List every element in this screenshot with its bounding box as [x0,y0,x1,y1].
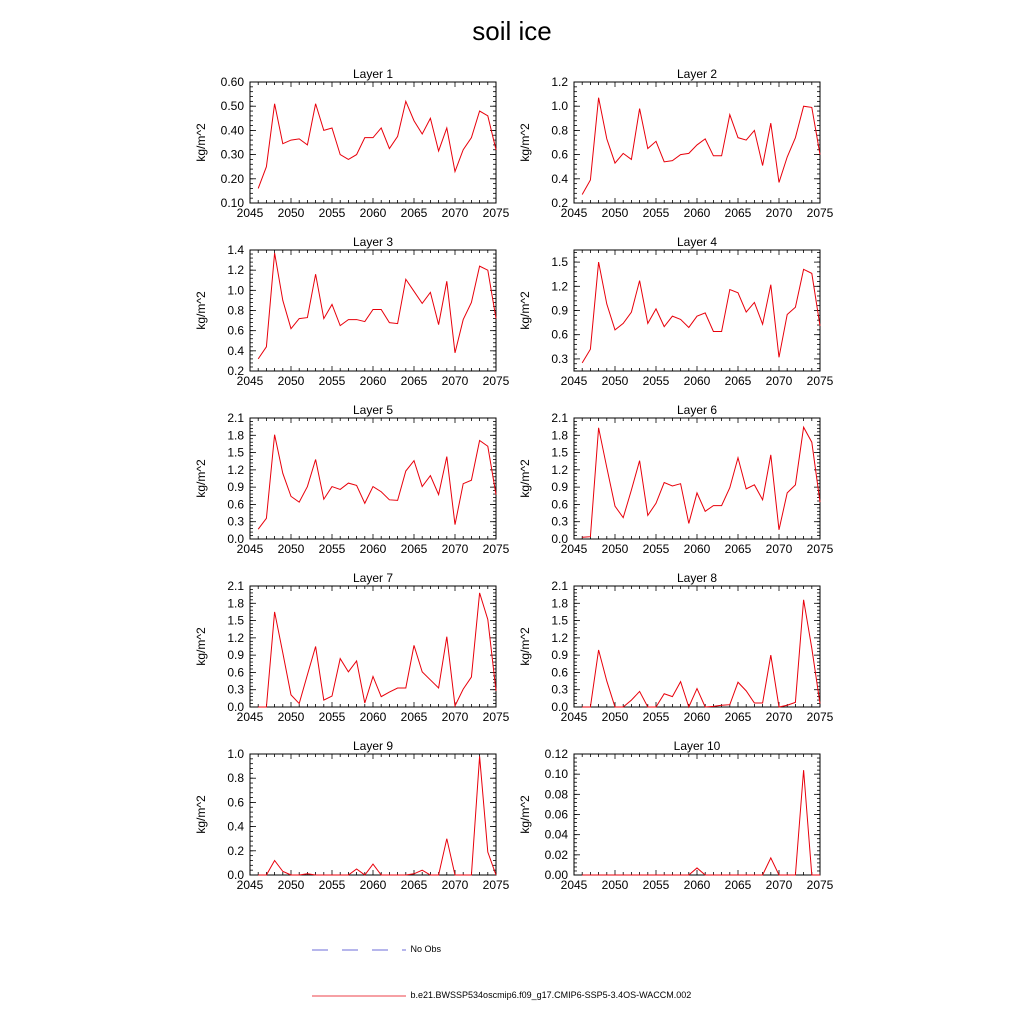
x-tick-label: 2070 [441,374,469,388]
x-tick-label: 2055 [318,374,346,388]
chart-panel-5 [194,403,510,556]
x-tick-label: 2060 [359,542,387,556]
chart-panel-2 [518,67,834,220]
y-tick-label: 0.2 [227,364,244,378]
y-tick-label: 0.2 [551,196,568,210]
chart-panel-8 [518,571,834,724]
y-axis-label: kg/m^2 [194,291,208,330]
y-axis-label: kg/m^2 [518,291,532,330]
panel-title: Layer 6 [676,403,718,417]
y-tick-label: 0.10 [544,767,568,782]
x-tick-label: 2050 [277,542,305,556]
x-tick-label: 2065 [724,542,752,556]
series-line [258,435,496,529]
y-tick-label: 0.0 [551,532,568,546]
series-line [258,101,496,188]
chart-panel-3 [194,235,510,388]
panel-title: Layer 10 [673,739,721,753]
x-tick-label: 2065 [724,878,752,892]
x-tick-label: 2075 [482,710,510,724]
x-tick-label: 2055 [642,710,670,724]
y-axis-label: kg/m^2 [194,459,208,498]
panel-title: Layer 4 [676,235,718,249]
y-tick-label: 0.3 [551,682,568,697]
x-tick-label: 2045 [236,206,264,220]
x-tick-label: 2050 [601,878,629,892]
y-tick-label: 0.9 [227,480,244,495]
legend-model-swatch [312,992,408,1000]
x-tick-label: 2070 [441,542,469,556]
x-tick-label: 2060 [683,206,711,220]
x-tick-label: 2060 [683,542,711,556]
chart-panel-10 [518,739,834,892]
y-tick-label: 0.30 [220,147,244,162]
y-tick-label: 1.5 [551,255,568,270]
chart-panel-9 [194,739,510,892]
y-tick-label: 1.2 [551,279,568,294]
series-line [258,756,496,875]
x-tick-label: 2070 [765,710,793,724]
y-tick-label: 1.8 [227,596,244,611]
y-tick-label: 1.5 [551,613,568,628]
series-line [258,593,496,707]
y-tick-label: 0.9 [551,480,568,495]
panel-title: Layer 2 [676,67,718,81]
x-tick-label: 2045 [560,878,588,892]
panel-title: Layer 3 [352,235,394,249]
x-tick-label: 2045 [236,710,264,724]
x-tick-label: 2045 [560,710,588,724]
y-tick-label: 0.3 [227,682,244,697]
y-tick-label: 0.06 [544,807,568,822]
y-tick-label: 0.6 [227,323,244,338]
x-tick-label: 2065 [400,206,428,220]
y-tick-label: 0.02 [544,847,568,862]
y-tick-label: 0.0 [551,700,568,714]
x-tick-label: 2065 [724,710,752,724]
y-tick-label: 0.2 [227,843,244,858]
y-axis-label: kg/m^2 [518,459,532,498]
y-tick-label: 0.8 [227,303,244,318]
x-tick-label: 2055 [318,206,346,220]
y-tick-label: 1.0 [227,283,244,298]
y-tick-label: 0.4 [227,819,244,834]
y-axis-label: kg/m^2 [194,627,208,666]
y-tick-label: 0.8 [551,123,568,138]
y-tick-label: 0.4 [551,171,568,186]
x-tick-label: 2075 [806,542,834,556]
x-tick-label: 2060 [359,710,387,724]
x-tick-label: 2070 [441,206,469,220]
y-tick-label: 1.8 [551,596,568,611]
y-axis-label: kg/m^2 [518,627,532,666]
panel-title: Layer 8 [676,571,718,585]
x-tick-label: 2070 [765,374,793,388]
series-line [582,427,820,537]
series-line [258,253,496,359]
x-tick-label: 2045 [236,878,264,892]
series-line [582,262,820,363]
y-tick-label: 2.1 [551,411,568,425]
y-tick-label: 0.3 [551,514,568,529]
y-tick-label: 0.9 [227,648,244,663]
plot-frame [250,250,496,371]
x-tick-label: 2055 [642,374,670,388]
x-tick-label: 2045 [236,374,264,388]
y-tick-label: 0.20 [220,171,244,186]
y-tick-label: 0.9 [551,303,568,318]
y-tick-label: 2.1 [227,579,244,593]
x-tick-label: 2055 [318,710,346,724]
x-tick-label: 2045 [560,374,588,388]
x-tick-label: 2050 [277,374,305,388]
x-tick-label: 2060 [683,710,711,724]
y-tick-label: 1.0 [227,747,244,761]
y-tick-label: 0.6 [551,665,568,680]
legend-obs [312,944,441,954]
legend-model [312,990,691,1000]
series-line [582,600,820,707]
figure-title: soil ice [472,16,552,46]
legend-obs-swatch [312,946,408,954]
x-tick-label: 2075 [806,206,834,220]
y-tick-label: 0.12 [544,747,568,761]
x-tick-label: 2050 [277,878,305,892]
plot-frame [574,250,820,371]
x-tick-label: 2070 [441,878,469,892]
y-tick-label: 0.08 [544,787,568,802]
x-tick-label: 2075 [482,374,510,388]
x-tick-label: 2060 [683,878,711,892]
y-tick-label: 1.5 [227,445,244,460]
y-tick-label: 0.3 [551,351,568,366]
y-tick-label: 0.6 [551,147,568,162]
plot-frame [574,418,820,539]
y-tick-label: 1.2 [551,630,568,645]
series-line [582,770,820,875]
x-tick-label: 2055 [642,542,670,556]
x-tick-label: 2070 [765,878,793,892]
y-tick-label: 1.8 [227,428,244,443]
x-tick-label: 2050 [277,206,305,220]
x-tick-label: 2050 [277,710,305,724]
y-axis-label: kg/m^2 [194,795,208,834]
plot-frame [574,82,820,203]
series-line [582,98,820,195]
y-tick-label: 0.0 [227,700,244,714]
y-tick-label: 0.6 [227,665,244,680]
chart-panel-1 [194,67,510,220]
panel-title: Layer 1 [352,67,394,81]
x-tick-label: 2065 [400,878,428,892]
y-tick-label: 1.5 [227,613,244,628]
y-tick-label: 0.3 [227,514,244,529]
x-tick-label: 2050 [601,710,629,724]
x-tick-label: 2065 [400,374,428,388]
plot-frame [250,586,496,707]
x-tick-label: 2065 [400,542,428,556]
x-tick-label: 2065 [724,206,752,220]
panel-title: Layer 9 [352,739,394,753]
x-tick-label: 2060 [359,878,387,892]
x-tick-label: 2070 [441,710,469,724]
x-tick-label: 2055 [642,206,670,220]
plot-frame [250,82,496,203]
y-tick-label: 0.8 [227,771,244,786]
y-tick-label: 1.2 [227,263,244,278]
y-tick-label: 1.0 [551,99,568,114]
x-tick-label: 2060 [359,374,387,388]
chart-panel-4 [518,235,834,388]
y-tick-label: 0.50 [220,99,244,114]
x-tick-label: 2075 [482,206,510,220]
y-tick-label: 0.6 [551,497,568,512]
plot-frame [250,754,496,875]
x-tick-label: 2055 [318,542,346,556]
legend-obs-label: No Obs [410,944,442,954]
x-tick-label: 2045 [236,542,264,556]
y-tick-label: 0.10 [220,196,244,210]
x-tick-label: 2050 [601,206,629,220]
x-tick-label: 2060 [359,206,387,220]
y-tick-label: 1.8 [551,428,568,443]
x-tick-label: 2070 [765,542,793,556]
y-tick-label: 0.00 [544,868,568,882]
y-axis-label: kg/m^2 [518,795,532,834]
x-tick-label: 2055 [642,878,670,892]
x-tick-label: 2060 [683,374,711,388]
y-tick-label: 0.4 [227,343,244,358]
chart-panel-7 [194,571,510,724]
x-tick-label: 2075 [482,878,510,892]
x-tick-label: 2065 [724,374,752,388]
panel-title: Layer 7 [352,571,394,585]
x-tick-label: 2075 [482,542,510,556]
y-tick-label: 0.6 [551,327,568,342]
y-tick-label: 1.4 [227,243,244,257]
y-tick-label: 0.6 [227,795,244,810]
plot-frame [250,418,496,539]
y-tick-label: 1.2 [227,462,244,477]
y-tick-label: 1.2 [551,462,568,477]
x-tick-label: 2045 [560,206,588,220]
x-tick-label: 2045 [560,542,588,556]
y-tick-label: 0.04 [544,827,568,842]
y-axis-label: kg/m^2 [194,123,208,162]
x-tick-label: 2075 [806,374,834,388]
y-tick-label: 1.5 [551,445,568,460]
y-axis-label: kg/m^2 [518,123,532,162]
y-tick-label: 0.40 [220,123,244,138]
plot-frame [574,754,820,875]
y-tick-label: 2.1 [551,579,568,593]
y-tick-label: 0.9 [551,648,568,663]
x-tick-label: 2050 [601,374,629,388]
y-tick-label: 2.1 [227,411,244,425]
x-tick-label: 2070 [765,206,793,220]
y-tick-label: 1.2 [551,75,568,89]
x-tick-label: 2065 [400,710,428,724]
y-tick-label: 0.6 [227,497,244,512]
x-tick-label: 2075 [806,878,834,892]
x-tick-label: 2050 [601,542,629,556]
x-tick-label: 2075 [806,710,834,724]
chart-panel-6 [518,403,834,556]
y-tick-label: 1.2 [227,630,244,645]
y-tick-label: 0.0 [227,532,244,546]
panel-title: Layer 5 [352,403,394,417]
legend-model-label: b.e21.BWSSP534oscmip6.f09_g17.CMIP6-SSP5-3.4OS-WACCM.002 [410,990,692,1000]
x-tick-label: 2055 [318,878,346,892]
y-tick-label: 0.0 [227,868,244,882]
y-tick-label: 0.60 [220,75,244,89]
